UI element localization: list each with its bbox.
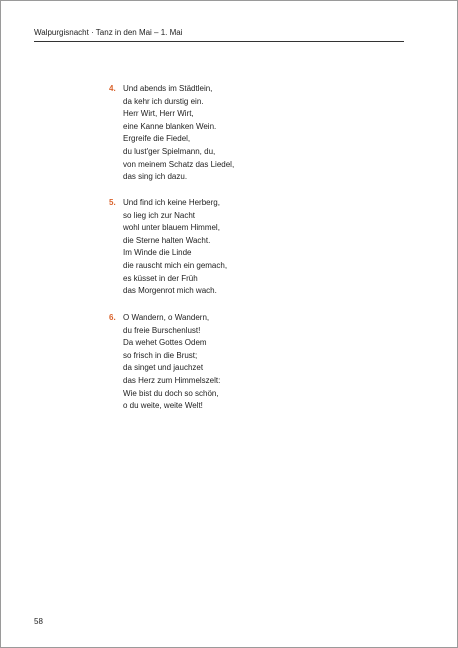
stanza-lines <box>123 83 234 184</box>
stanza-lines <box>123 197 227 298</box>
header-rule <box>34 41 404 42</box>
verse-line: Wie bist du doch so schön, <box>123 388 219 398</box>
stanza-number: 5. <box>109 198 116 207</box>
running-header: Walpurgisnacht · Tanz in den Mai – 1. Mai <box>34 28 183 37</box>
verse-line: es küsset in der Früh <box>123 273 198 283</box>
verse-line: Da wehet Gottes Odem <box>123 338 207 348</box>
stanza-lines <box>123 312 220 413</box>
verse-line: O Wandern, o Wandern, <box>123 313 210 322</box>
verse-line: von meinem Schatz das Liedel, <box>123 159 235 169</box>
verse-line: die rauscht mich ein gemach, <box>123 260 228 270</box>
verse-line: da singet und jauchzet <box>123 363 204 373</box>
verse-line: du freie Burschenlust! <box>123 325 201 335</box>
verse-line: die Sterne halten Wacht. <box>123 235 211 245</box>
stanza-5 <box>109 197 227 298</box>
stanza-4 <box>109 83 234 184</box>
verse-line: Im Winde die Linde <box>123 248 192 258</box>
verse-line: da kehr ich durstig ein. <box>123 96 204 106</box>
verse-line: Herr Wirt, Herr Wirt, <box>123 109 194 119</box>
verse-line: so frisch in die Brust; <box>123 350 198 360</box>
stanza-6 <box>109 312 220 413</box>
stanza-number: 4. <box>109 84 116 93</box>
verse-line: so lieg ich zur Nacht <box>123 210 196 220</box>
verse-line: eine Kanne blanken Wein. <box>123 121 217 131</box>
verse-line: Und abends im Städtlein, <box>123 84 213 93</box>
verse-line: o du weite, weite Welt! <box>123 401 203 411</box>
verse-line: Ergreife die Fiedel, <box>123 134 191 144</box>
stanza-number: 6. <box>109 313 116 322</box>
verse-line: wohl unter blauem Himmel, <box>123 223 220 233</box>
verse-line: du lust'ger Spielmann, du, <box>123 146 216 156</box>
verse-line: das sing ich dazu. <box>123 172 188 182</box>
verse-line: das Herz zum Himmelszelt: <box>123 375 221 385</box>
verse-line: Und find ich keine Herberg, <box>123 198 220 207</box>
verse-line: das Morgenrot mich wach. <box>123 286 217 296</box>
page-number: 58 <box>34 617 43 626</box>
